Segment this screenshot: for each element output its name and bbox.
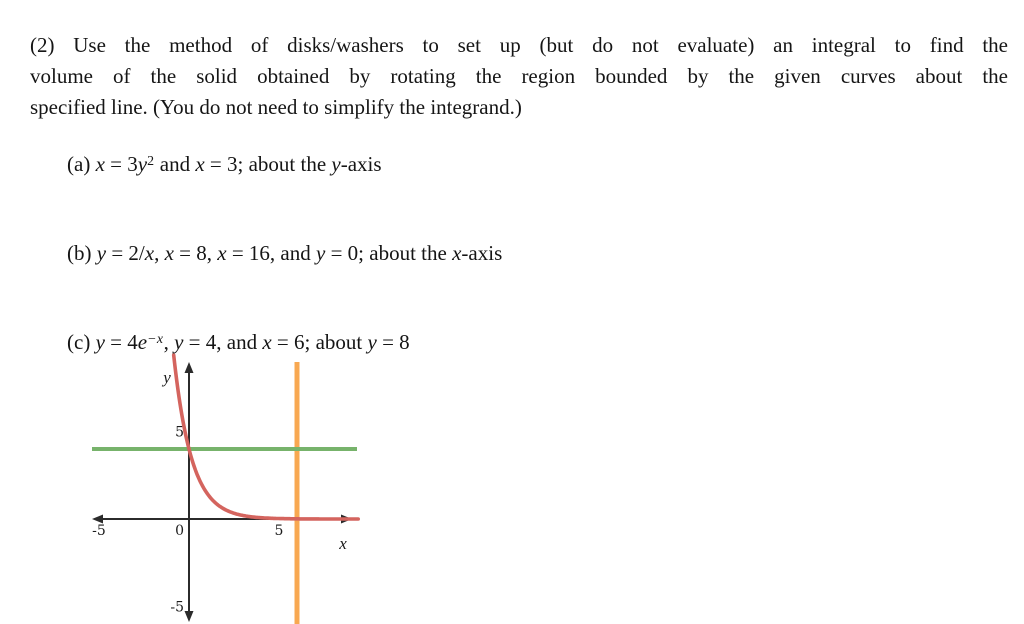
svg-text:5: 5 bbox=[274, 523, 284, 539]
svg-text:y: y bbox=[163, 368, 171, 387]
intro-line-2: volume of the solid obtained by rotating the region bounded by the given curves about the bbox=[30, 64, 1008, 88]
svg-text:x: x bbox=[339, 534, 347, 553]
part-b-text: (b) y = 2/x, x = 8, x = 16, and y = 0; about the x-axis bbox=[67, 241, 503, 265]
intro-line-3: specified line. (You do not need to simplify the integrand.) bbox=[30, 95, 522, 119]
svg-text:5: 5 bbox=[175, 424, 184, 441]
graph-canvas bbox=[85, 352, 370, 624]
intro-line-1: (2) Use the method of disks/washers to set up (but do not evaluate) an integral to find the bbox=[30, 33, 1008, 57]
svg-text:0: 0 bbox=[175, 523, 184, 539]
problem-statement bbox=[30, 30, 1008, 123]
svg-text:-5: -5 bbox=[92, 523, 106, 539]
part-c-text: (c) $y = 4e^{-x}$, y = 4, and x = 6; about y = 8 bbox=[67, 330, 410, 354]
svg-text:-5: -5 bbox=[170, 599, 184, 616]
part-a-text: (a) $x = 3y^2$ and x = 3; about the y-axis bbox=[67, 152, 382, 176]
